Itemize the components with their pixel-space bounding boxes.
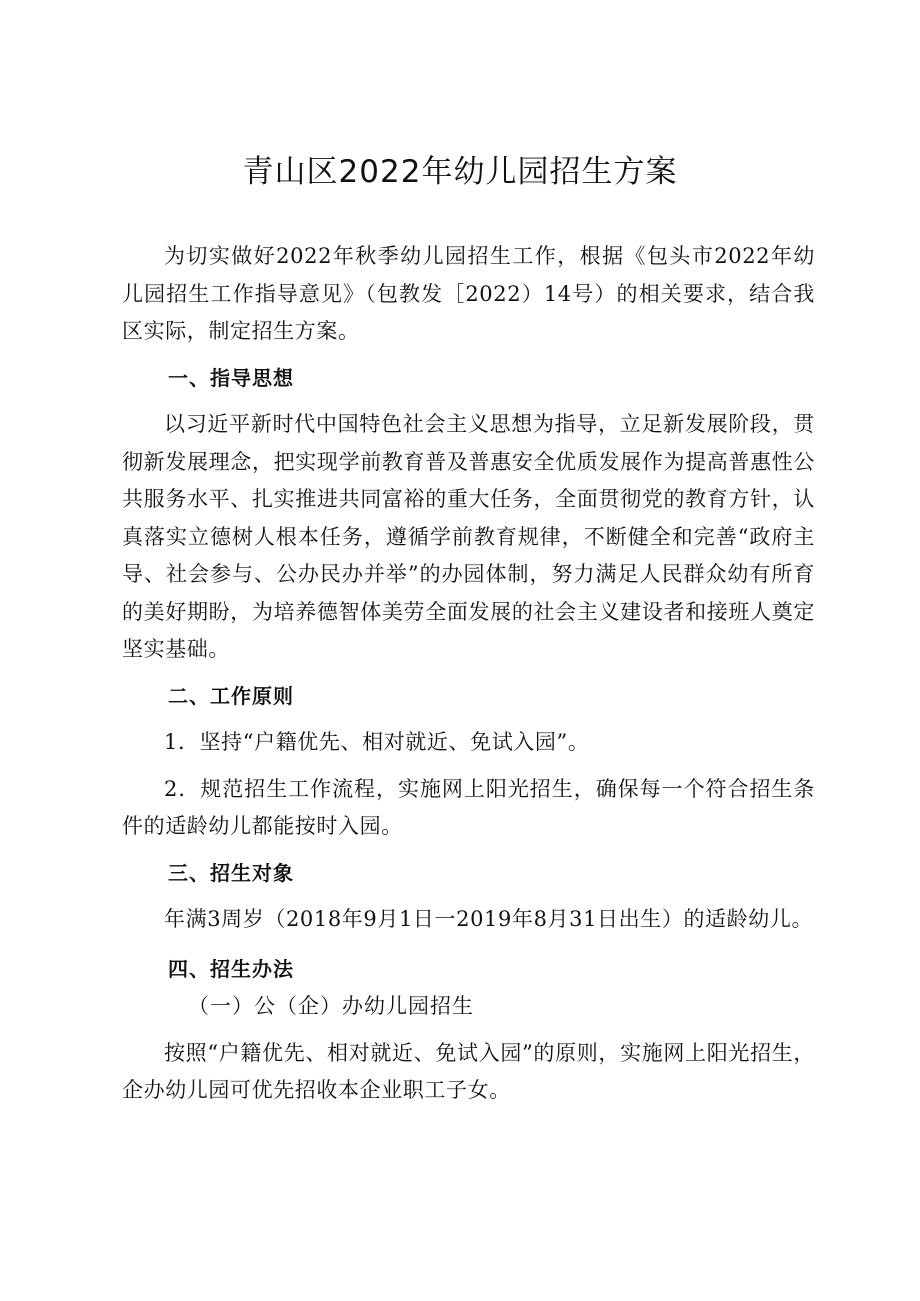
intro-paragraph: 为切实做好2022年秋季幼儿园招生工作，根据《包头市2022年幼儿园招生工作指导意见》（包教发［2022）14号）的相关要求，结合我区实际，制定招生方案。 xyxy=(122,244,815,343)
section-2-item-2: 2．规范招生工作流程，实施网上阳光招生，确保每一个符合招生条件的适龄幼儿都能按时入园。 xyxy=(122,776,815,838)
section-4-subheading-1: （一）公（企）办幼儿园招生 xyxy=(188,994,474,1018)
section-1-paragraph: 以习近平新时代中国特色社会主义思想为指导，立足新发展阶段，贯彻新发展理念，把实现学前教育普及普惠安全优质发展作为提高普惠性公共服务水平、扎实推进共同富裕的重大任务，全面贯彻党的教育方针，认真落实立德树人根本任务，遵循学前教育规律，不断健全和完善“政府主导、社会参与、公办民办并举”的办园体制，努力满足人民群众幼有所育的美好期盼，为培养德智体美劳全面发展的社会主义建设者和接班人奠定坚实基础。 xyxy=(122,412,815,661)
section-2-item-1: 1．坚持“户籍优先、相对就近、免试入园”。 xyxy=(164,730,590,754)
document-title: 青山区2022年幼儿园招生方案 xyxy=(242,154,678,190)
section-4-sub-1-paragraph: 按照“户籍优先、相对就近、免试入园”的原则，实施网上阳光招生，企办幼儿园可优先招收本企业职工子女。 xyxy=(122,1040,815,1102)
section-4-heading: 四、招生办法 xyxy=(168,956,294,981)
section-3-heading: 三、招生对象 xyxy=(168,860,294,885)
section-2-heading: 二、工作原则 xyxy=(168,683,294,708)
section-1-heading: 一、指导思想 xyxy=(168,365,294,390)
section-3-paragraph: 年满3周岁（2018年9月1日一2019年8月31日出生）的适龄幼儿。 xyxy=(164,907,814,931)
document-body xyxy=(122,238,815,1110)
